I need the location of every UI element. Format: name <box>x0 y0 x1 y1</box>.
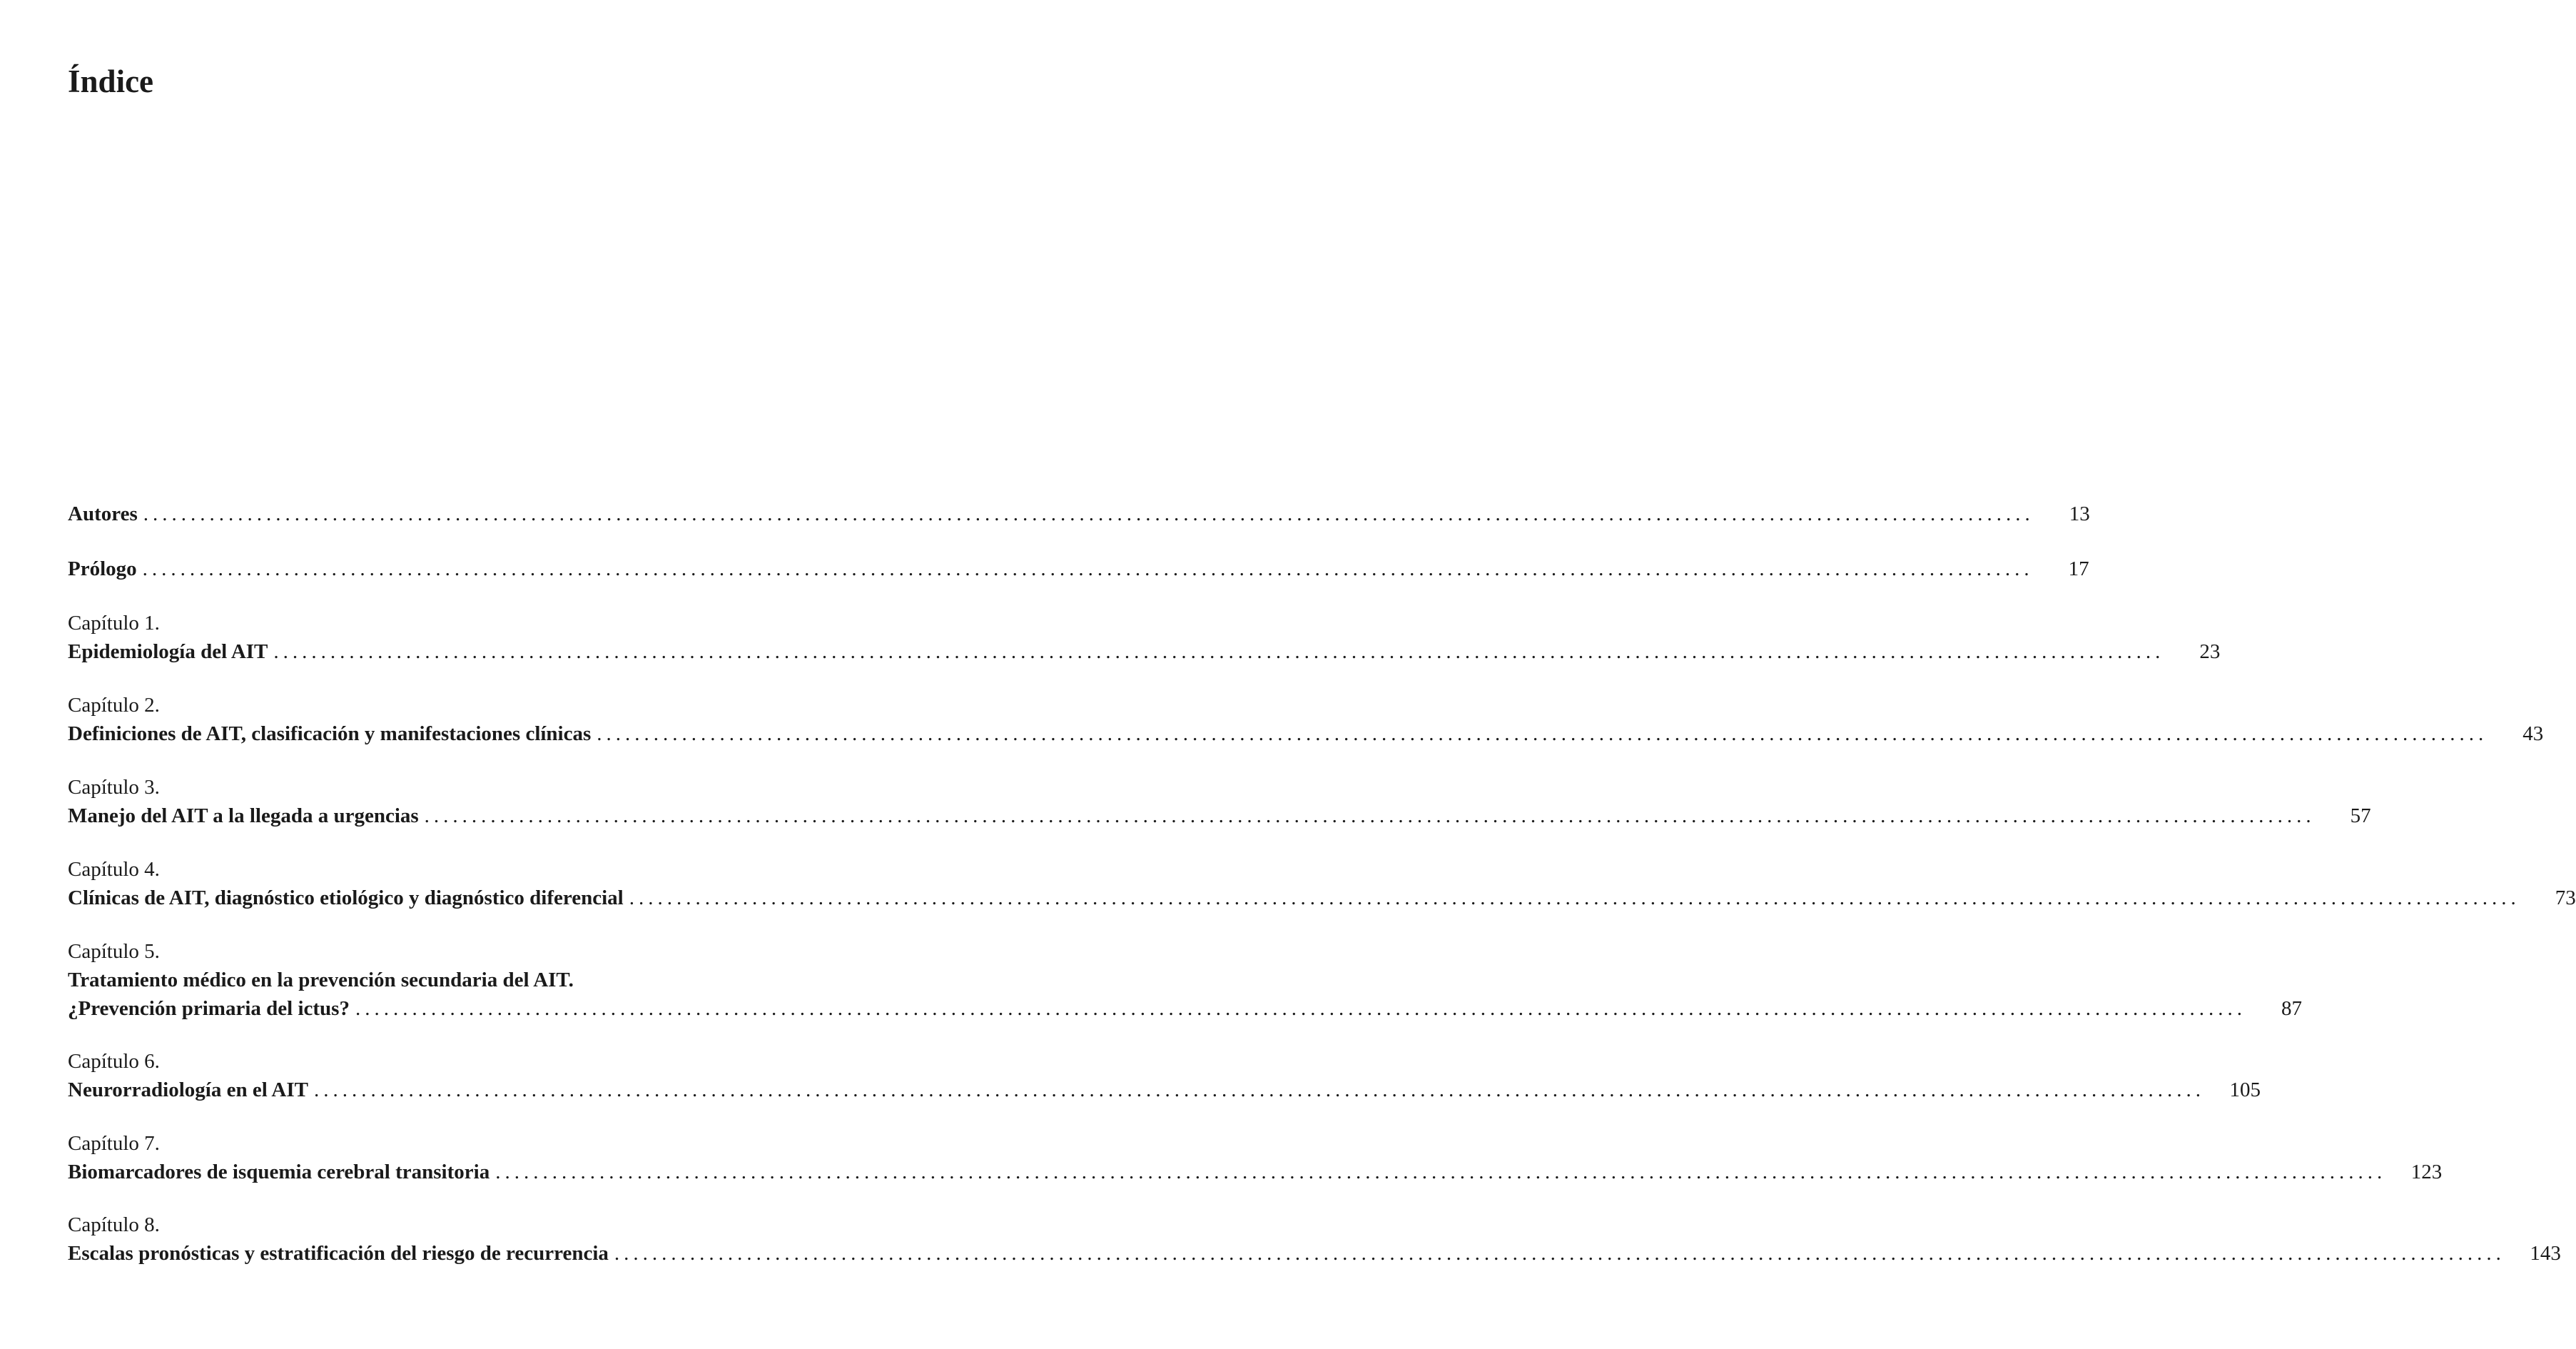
toc-entry-chapter-line <box>68 773 860 802</box>
toc-page-number: 23 <box>2199 640 2221 663</box>
toc-entry-title: Autores <box>68 502 138 525</box>
toc-entry-prologo[interactable] <box>68 555 2089 583</box>
dot-leader: ........................................................................................................................................................................................................ <box>629 886 2520 909</box>
toc-entry-title: Definiciones de AIT, clasificación y manifestaciones clínicas <box>68 722 592 745</box>
dot-leader: ........................................................................................................................................................................................................ <box>273 640 2165 663</box>
dot-leader: ........................................................................................................................................................................................................ <box>313 1078 2205 1101</box>
dot-leader: ........................................................................................................................................................................................................ <box>614 1242 2505 1265</box>
toc-page-number: 87 <box>2281 997 2302 1020</box>
toc-entry-chapter-line <box>68 855 860 884</box>
toc-page-number: 13 <box>2069 502 2090 525</box>
toc-entry-chapter-2[interactable] <box>68 691 2544 748</box>
toc-entry-line <box>68 802 2371 830</box>
toc-entry-chapter-line <box>68 937 860 966</box>
toc-page-number: 17 <box>2068 557 2089 580</box>
dot-leader: ........................................................................................................................................................................................................ <box>495 1161 2387 1183</box>
toc-entry-chapter-3[interactable] <box>68 773 2371 830</box>
toc-entry-line <box>68 555 2089 583</box>
toc-entry-line <box>68 1158 2443 1186</box>
toc-entry-chapter-8[interactable] <box>68 1211 2561 1268</box>
dot-leader: ........................................................................................................................................................................................................ <box>142 557 2034 580</box>
chapter-label: Capítulo 8. <box>68 1213 160 1236</box>
toc-entry-line <box>68 1239 2561 1268</box>
dot-leader: ........................................................................................................................................................................................................ <box>424 804 2316 827</box>
toc-entry-chapter-line <box>68 1047 860 1076</box>
toc-page-number: 123 <box>2410 1161 2443 1183</box>
chapter-label: Capítulo 3. <box>68 776 160 799</box>
chapter-label: Capítulo 1. <box>68 612 160 635</box>
toc-entry-line <box>68 884 2576 912</box>
toc-entry-title: Clínicas de AIT, diagnóstico etiológico y diagnóstico diferencial <box>68 886 624 909</box>
toc-entry-title: Escalas pronósticas y estratificación del riesgo de recurrencia <box>68 1242 609 1265</box>
toc-page-number: 73 <box>2555 886 2576 909</box>
toc-page-number: 43 <box>2522 722 2544 745</box>
dot-leader: ........................................................................................................................................................................................................ <box>597 722 2488 745</box>
toc-entry-title: Epidemiología del AIT <box>68 640 268 663</box>
dot-leader: ........................................................................................................................................................................................................ <box>143 502 2034 525</box>
toc-entry-chapter-6[interactable] <box>68 1047 2261 1104</box>
toc-entry-title-continued: ¿Prevención primaria del ictus? <box>68 997 350 1020</box>
toc-entry-title: Neurorradiología en el AIT <box>68 1078 308 1101</box>
toc-entry-chapter-1[interactable] <box>68 609 2221 666</box>
toc-entry-line <box>68 637 2221 666</box>
toc-entry-title: Tratamiento médico en la prevención secundaria del AIT. <box>68 969 574 991</box>
toc-entry-title: Manejo del AIT a la llegada a urgencias <box>68 804 419 827</box>
toc-page-number: 57 <box>2350 804 2371 827</box>
toc-entry-line <box>68 966 860 994</box>
chapter-label: Capítulo 6. <box>68 1050 160 1073</box>
toc-entry-chapter-line <box>68 1211 860 1239</box>
toc-entry-line <box>68 1076 2261 1104</box>
chapter-label: Capítulo 7. <box>68 1132 160 1155</box>
toc-entry-chapter-line <box>68 1129 860 1158</box>
toc-entry-title: Biomarcadores de isquemia cerebral transitoria <box>68 1161 490 1183</box>
toc-entry-autores[interactable] <box>68 500 2090 528</box>
toc-entry-line <box>68 719 2544 748</box>
toc-entry-title: Prólogo <box>68 557 137 580</box>
toc-entry-line <box>68 500 2090 528</box>
toc-entry-chapter-line <box>68 609 860 637</box>
toc-entry-line <box>68 994 2302 1023</box>
chapter-label: Capítulo 5. <box>68 940 160 963</box>
chapter-label: Capítulo 2. <box>68 694 160 717</box>
toc-entry-chapter-line <box>68 691 860 719</box>
toc-entry-chapter-5[interactable] <box>68 937 2302 1023</box>
dot-leader: ........................................................................................................................................................................................................ <box>355 997 2246 1020</box>
toc-page-number: 143 <box>2530 1242 2561 1265</box>
toc-entry-chapter-4[interactable] <box>68 855 2576 912</box>
toc-entry-chapter-7[interactable] <box>68 1129 2443 1186</box>
chapter-label: Capítulo 4. <box>68 858 160 881</box>
toc-page-number: 105 <box>2229 1078 2261 1101</box>
page-title: Índice <box>68 64 154 99</box>
